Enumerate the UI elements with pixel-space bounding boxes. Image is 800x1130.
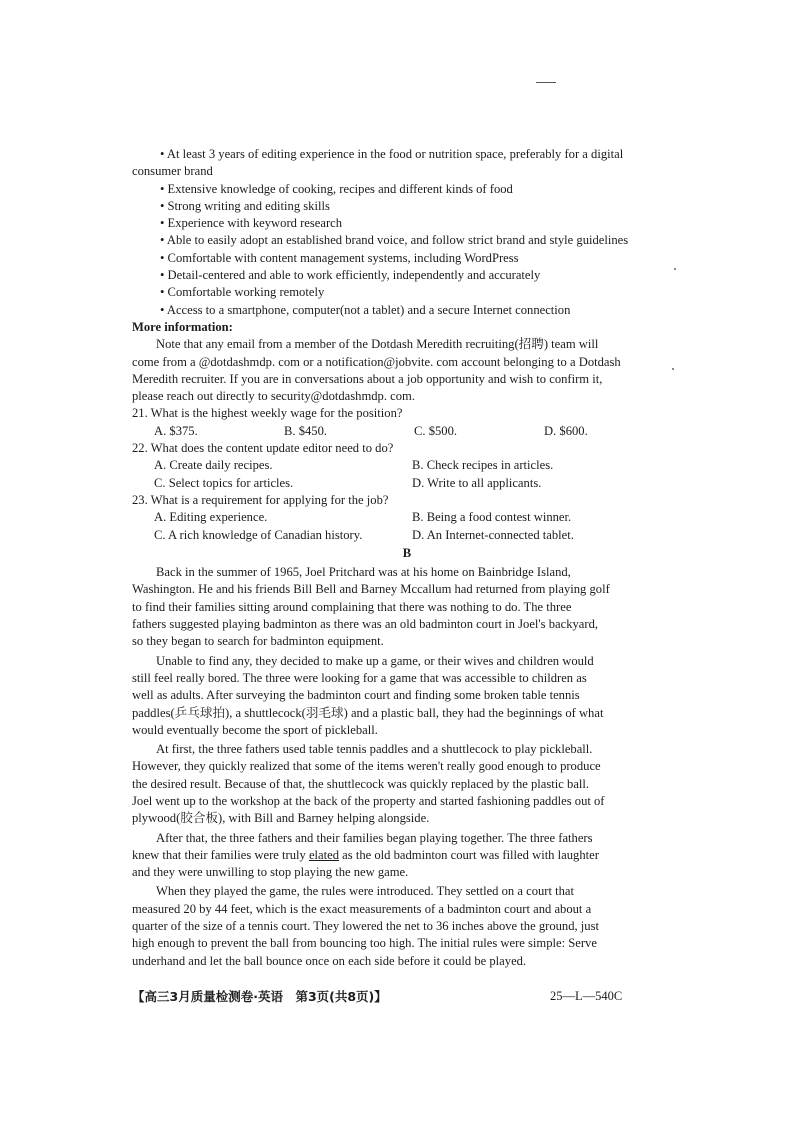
requirement-item: • Comfortable with content management systems, including WordPress xyxy=(160,250,519,265)
requirement-item: • Access to a smartphone, computer(not a tablet) and a secure Internet connection xyxy=(160,302,571,317)
text-line: would eventually become the sport of pickleball. xyxy=(132,722,378,737)
text-line: the desired result. Because of that, the shuttlecock was quickly replaced by the plastic ball. xyxy=(132,776,590,791)
question-stem: 22. What does the content update editor need to do? xyxy=(132,441,394,456)
text-line: Back in the summer of 1965, Joel Pritchard was at his home on Bainbridge Island, xyxy=(156,565,571,580)
requirement-item: • Able to easily adopt an established brand voice, and follow strict brand and style guidelines xyxy=(160,233,629,248)
text-line: After that, the three fathers and their families began playing together. The three fathers xyxy=(156,830,593,845)
option-a: A. Create daily recipes. xyxy=(154,458,273,473)
question-stem: 23. What is a requirement for applying for the job? xyxy=(132,492,389,507)
text-line: Unable to find any, they decided to make up a game, or their wives and children would xyxy=(156,653,594,668)
scan-mark xyxy=(536,82,556,83)
option-b: B. Check recipes in articles. xyxy=(412,458,554,473)
passage-content xyxy=(132,146,682,970)
text-line: When they played the game, the rules were introduced. They settled on a court that xyxy=(156,884,575,899)
more-info-heading: More information: xyxy=(132,319,233,334)
text-line: At first, the three fathers used table tennis paddles and a shuttlecock to play pickleball. xyxy=(156,742,593,757)
text-line: well as adults. After surveying the badminton court and finding some broken table tennis xyxy=(132,688,580,703)
underlined-word-elated: elated xyxy=(308,847,340,862)
text-line: paddles(乒乓球拍), a shuttlecock(羽毛球) and a plastic ball, they had the beginnings of what xyxy=(132,705,604,720)
text-line: Note that any email from a member of the Dotdash Meredith recruiting(招聘) team will xyxy=(156,337,599,352)
option-b: B. Being a food contest winner. xyxy=(412,510,572,525)
paragraph-4 xyxy=(132,830,682,882)
text-line: to find their families sitting around complaining that there was nothing to do. The three xyxy=(132,599,572,614)
paragraph-3 xyxy=(132,741,682,827)
option-d: D. $600. xyxy=(544,423,588,438)
question-stem: 21. What is the highest weekly wage for the position? xyxy=(132,406,403,421)
text-segment: knew that their families were truly xyxy=(132,847,309,862)
question-22 xyxy=(132,440,682,492)
text-line: However, they quickly realized that some of the items weren't really good enough to produce xyxy=(132,759,601,774)
text-line: please reach out directly to security@dotdashmdp. com. xyxy=(132,389,415,404)
page-footer xyxy=(132,988,682,1005)
question-23 xyxy=(132,492,682,544)
text-line: Joel went up to the workshop at the back of the property and started fashioning paddles out of xyxy=(132,793,605,808)
text-line: plywood(胶合板), with Bill and Barney helping alongside. xyxy=(132,811,430,826)
option-b: B. $450. xyxy=(284,423,328,438)
requirement-item: • Detail-centered and able to work efficiently, independently and accurately xyxy=(160,268,541,283)
text-line: so they began to search for badminton equipment. xyxy=(132,634,384,649)
requirement-item: • Extensive knowledge of cooking, recipes and different kinds of food xyxy=(160,181,513,196)
option-row xyxy=(132,509,682,526)
requirement-item: • At least 3 years of editing experience in the food or nutrition space, preferably for a digital xyxy=(160,147,624,161)
text-line: underhand and let the ball bounce once on each side before it could be played. xyxy=(132,953,527,968)
footer-code: 25—L—540C xyxy=(550,989,623,1003)
text-line: Washington. He and his friends Bill Bell and Barney Mccallum had returned from playing golf xyxy=(132,582,610,597)
option-a: A. $375. xyxy=(154,423,198,438)
option-row xyxy=(132,423,682,440)
text-segment: as the old badminton court was filled with laughter xyxy=(339,847,599,862)
paragraph-5 xyxy=(132,883,682,969)
requirement-item: • Experience with keyword research xyxy=(160,216,343,231)
option-row xyxy=(132,475,682,492)
text-line: come from a @dotdashmdp. com or a notification@jobvite. com account belonging to a Dotdash xyxy=(132,354,621,369)
requirement-item: • Comfortable working remotely xyxy=(160,285,325,300)
text-line: Meredith recruiter. If you are in conversations about a job opportunity and wish to confirm it, xyxy=(132,371,603,386)
question-21 xyxy=(132,405,682,440)
text-line xyxy=(132,847,682,864)
option-d: D. Write to all applicants. xyxy=(412,475,542,490)
requirements-list xyxy=(132,146,682,319)
option-c: C. $500. xyxy=(414,423,458,438)
option-c: C. A rich knowledge of Canadian history. xyxy=(154,527,363,542)
more-info-paragraph xyxy=(132,336,682,405)
text-line: still feel really bored. The three were looking for a game that was accessible to children as xyxy=(132,670,587,685)
option-a: A. Editing experience. xyxy=(154,510,268,525)
text-line: quarter of the size of a tennis court. They lowered the net to 36 inches above the ground, just xyxy=(132,919,599,934)
text-line: high enough to prevent the ball from bouncing too high. The initial rules were simple: Serve xyxy=(132,936,597,951)
option-row xyxy=(132,527,682,544)
option-d: D. An Internet-connected tablet. xyxy=(412,527,574,542)
section-b-label: B xyxy=(402,545,412,560)
text-line: and they were unwilling to stop playing the new game. xyxy=(132,865,409,880)
text-line: fathers suggested playing badminton as there was an old badminton court in Joel's backyard, xyxy=(132,617,599,632)
footer-title: 【高三3月质量检测卷·英语 第3页(共8页)】 xyxy=(132,989,387,1004)
paragraph-2 xyxy=(132,653,682,739)
text-line: measured 20 by 44 feet, which is the exact measurements of a badminton court and about a xyxy=(132,901,592,916)
option-row xyxy=(132,457,682,474)
requirement-item-continued: consumer brand xyxy=(132,164,213,179)
paragraph-1 xyxy=(132,564,682,650)
option-c: C. Select topics for articles. xyxy=(154,475,294,490)
requirement-item: • Strong writing and editing skills xyxy=(160,198,330,213)
